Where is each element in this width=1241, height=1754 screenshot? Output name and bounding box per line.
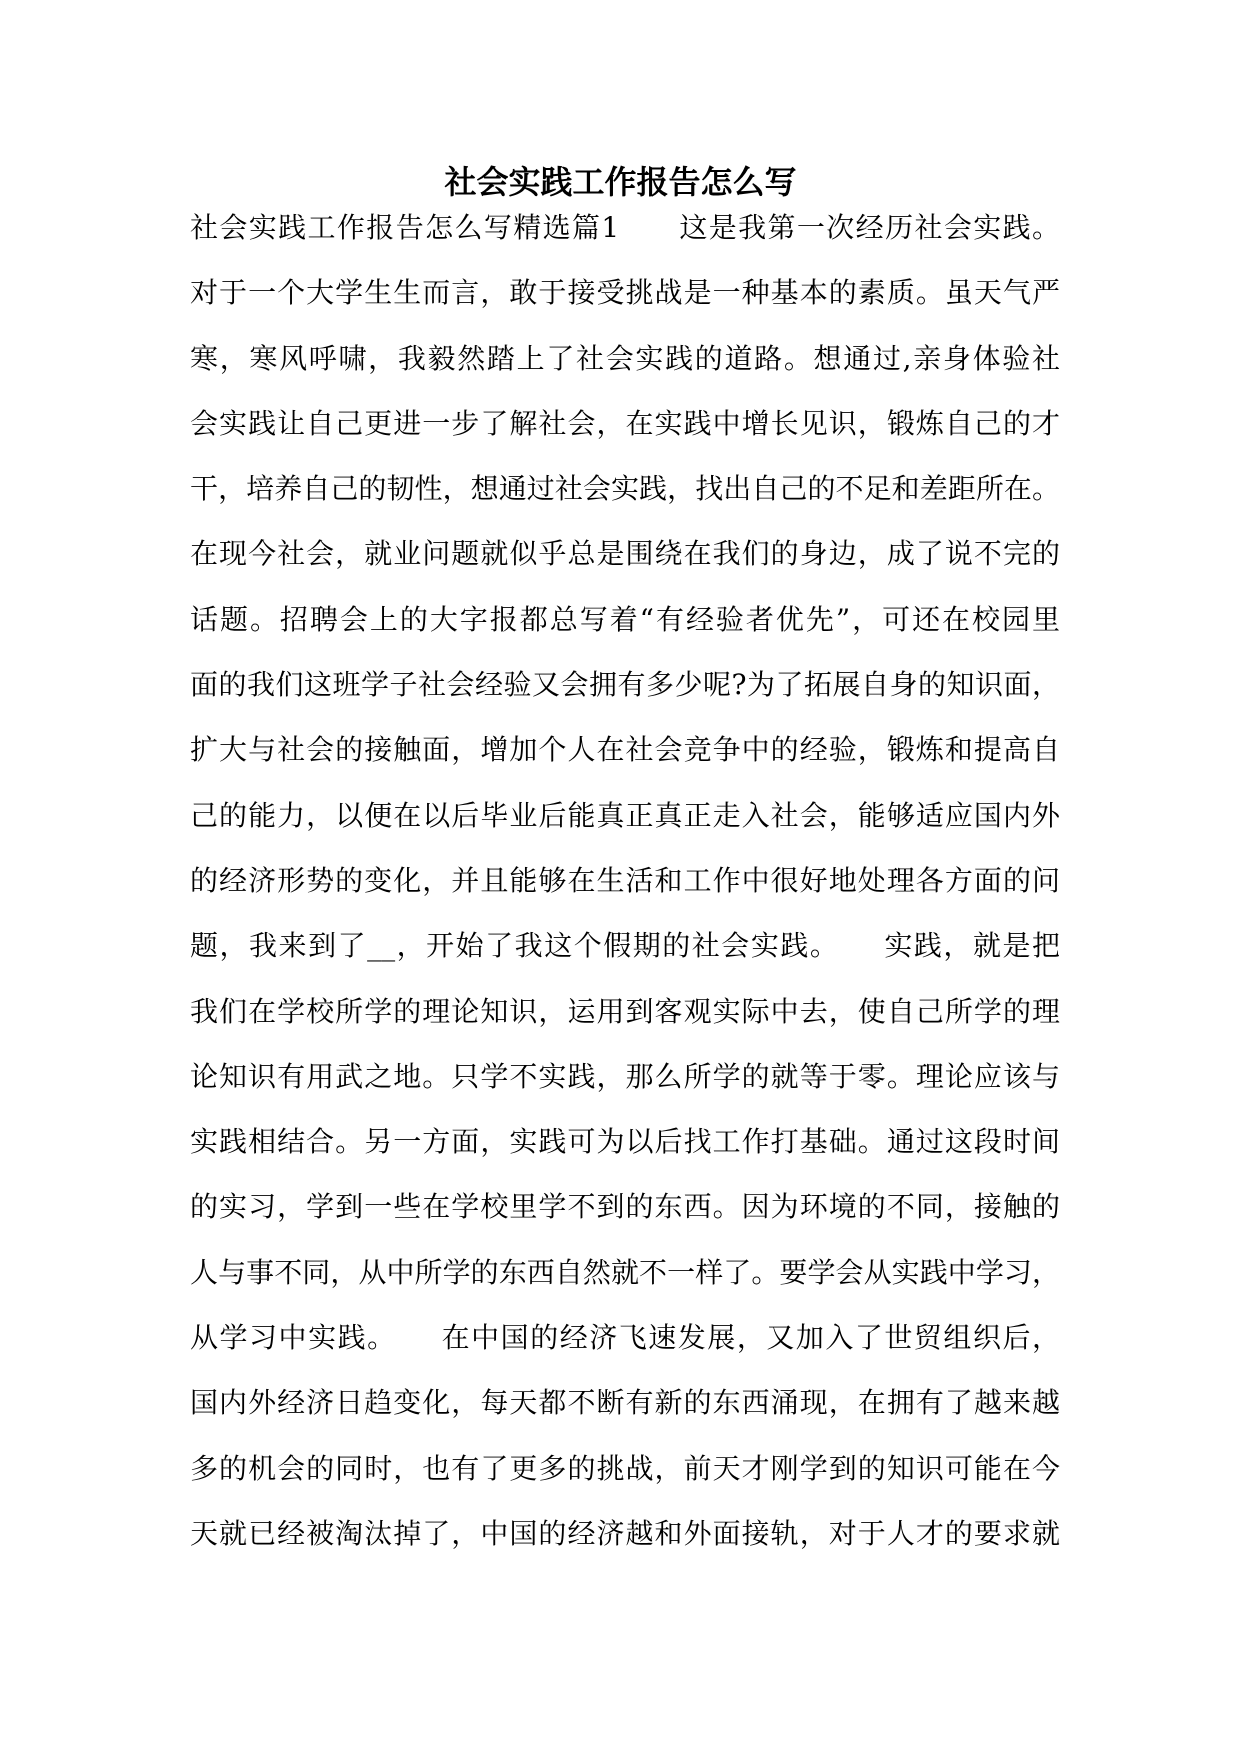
body-line: 题，我来到了__，开始了我这个假期的社会实践。 实践，就是把 (190, 929, 1060, 963)
body-line: 社会实践工作报告怎么写精选篇1 这是我第一次经历社会实践。 (190, 211, 1060, 244)
body-line: 对于一个大学生生而言，敢于接受挑战是一种基本的素质。虽天气严 (190, 276, 1060, 310)
body-line: 多的机会的同时，也有了更多的挑战，前天才刚学到的知识可能在今 (190, 1451, 1060, 1485)
body-line: 己的能力，以便在以后毕业后能真正真正走入社会，能够适应国内外 (190, 798, 1060, 832)
body-line: 会实践让自己更进一步了解社会，在实践中增长见识，锻炼自己的才 (190, 406, 1060, 440)
body-line: 寒，寒风呼啸，我毅然踏上了社会实践的道路。想通过,亲身体验社 (190, 341, 1060, 375)
body-line: 国内外经济日趋变化，每天都不断有新的东西涌现，在拥有了越来越 (190, 1386, 1060, 1420)
body-line: 天就已经被淘汰掉了，中国的经济越和外面接轨，对于人才的要求就 (190, 1516, 1060, 1550)
body-line: 在现今社会，就业问题就似乎总是围绕在我们的身边，成了说不完的 (190, 537, 1060, 571)
body-line: 论知识有用武之地。只学不实践，那么所学的就等于零。理论应该与 (190, 1059, 1060, 1093)
body-line: 人与事不同，从中所学的东西自然就不一样了。要学会从实践中学习， (190, 1255, 1060, 1289)
body-line: 话题。招聘会上的大字报都总写着“有经验者优先”，可还在校园里 (190, 602, 1060, 636)
body-line: 从学习中实践。 在中国的经济飞速发展，又加入了世贸组织后， (190, 1321, 1060, 1355)
body-line: 我们在学校所学的理论知识，运用到客观实际中去，使自己所学的理 (190, 994, 1060, 1028)
body-line: 干，培养自己的韧性，想通过社会实践，找出自己的不足和差距所在。 (190, 472, 1060, 506)
body-line: 的实习，学到一些在学校里学不到的东西。因为环境的不同，接触的 (190, 1190, 1060, 1224)
document-body (190, 195, 1060, 1566)
document-title: 社会实践工作报告怎么写 (444, 163, 797, 201)
body-line: 扩大与社会的接触面，增加个人在社会竞争中的经验，锻炼和提高自 (190, 733, 1060, 767)
body-line: 的经济形势的变化，并且能够在生活和工作中很好地处理各方面的问 (190, 863, 1060, 897)
body-line: 实践相结合。另一方面，实践可为以后找工作打基础。通过这段时间 (190, 1125, 1060, 1159)
body-line: 面的我们这班学子社会经验又会拥有多少呢?为了拓展自身的知识面， (190, 668, 1060, 702)
